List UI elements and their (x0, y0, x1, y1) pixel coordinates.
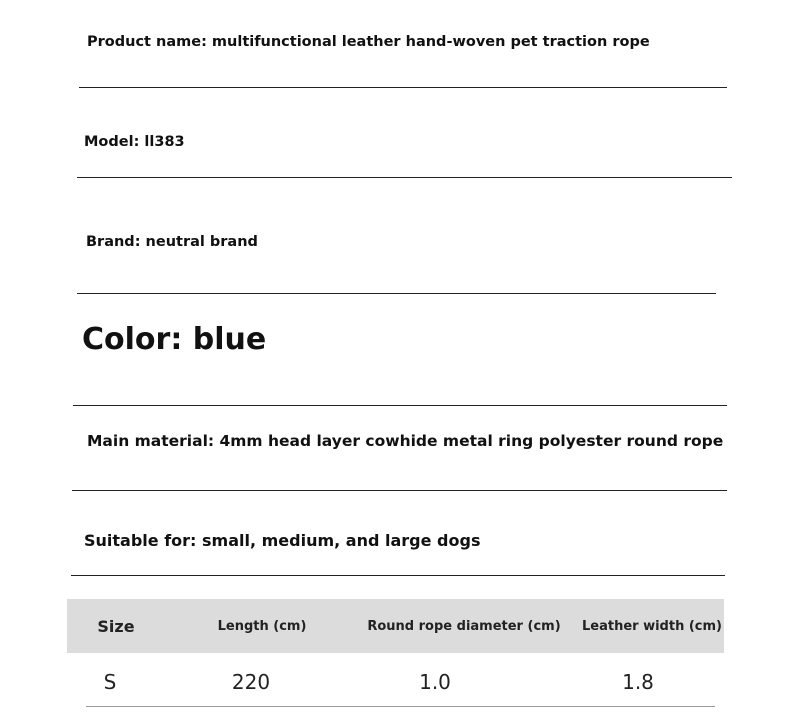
color-text: Color: blue (82, 322, 267, 357)
table-divider (86, 706, 715, 707)
size-table (67, 599, 724, 711)
divider (72, 490, 727, 491)
table-row (67, 653, 724, 711)
brand-text: Brand: neutral brand (86, 234, 258, 250)
cell-size: S (103, 670, 117, 694)
header-rope-diameter: Round rope diameter (cm) (367, 618, 561, 634)
header-leather-width: Leather width (cm) (582, 618, 722, 634)
suitable-for-text: Suitable for: small, medium, and large dogs (84, 531, 481, 550)
divider (77, 293, 716, 294)
size-table-header (67, 599, 724, 653)
product-name-text: Product name: multifunctional leather hand-woven pet traction rope (87, 34, 650, 50)
header-length: Length (cm) (217, 618, 307, 634)
header-size: Size (97, 616, 135, 636)
model-text: Model: ll383 (84, 134, 185, 150)
cell-leather-width: 1.8 (622, 670, 654, 694)
cell-length: 220 (231, 670, 271, 694)
cell-rope-diameter: 1.0 (419, 670, 451, 694)
divider (77, 177, 732, 178)
divider (73, 405, 727, 406)
divider (79, 87, 727, 88)
main-material-text: Main material: 4mm head layer cowhide metal ring polyester round rope (87, 432, 724, 450)
divider (71, 575, 725, 576)
